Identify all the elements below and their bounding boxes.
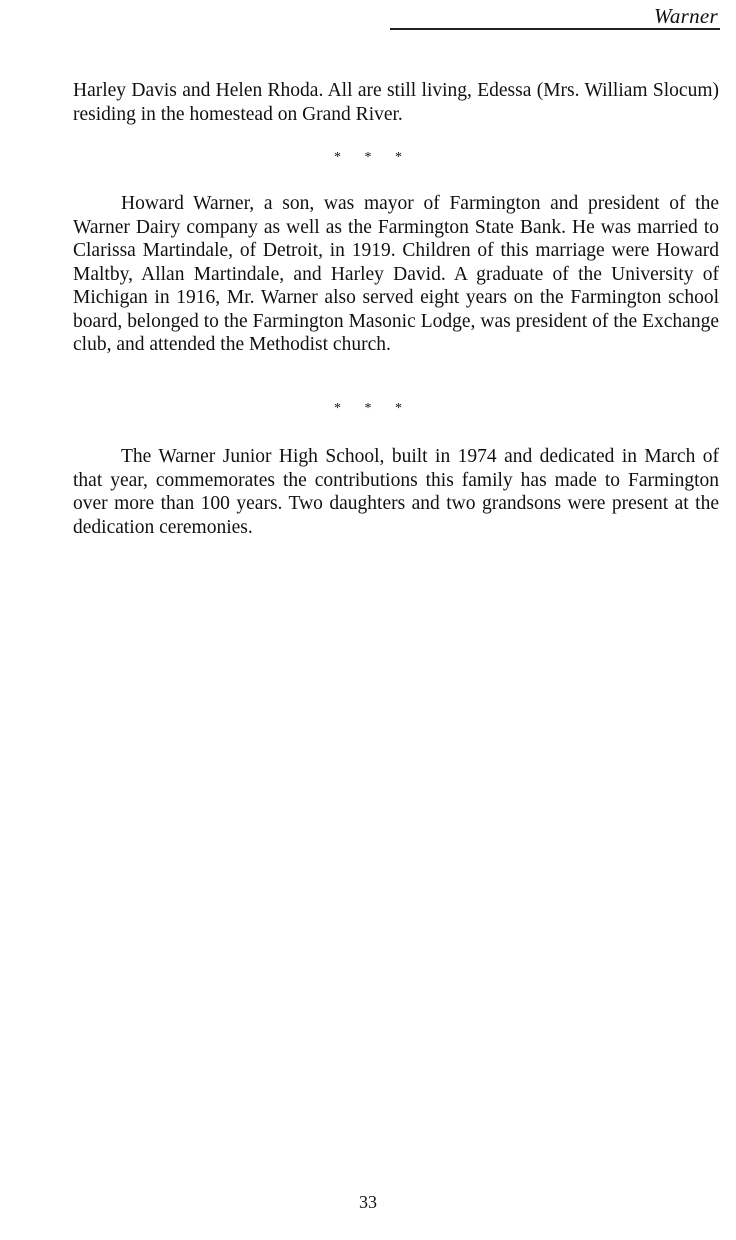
running-head [390, 0, 720, 30]
paragraph-continuation: Harley Davis and Helen Rhoda. All are still living, Edessa (Mrs. William Slocum) residing in the homestead on Grand River. [73, 80, 719, 125]
running-head-title: Warner [653, 4, 718, 28]
page-number: 33 [359, 1192, 377, 1212]
section-divider-asterisks: * * * [334, 150, 412, 165]
paragraph-warner-junior-high: The Warner Junior High School, built in 1974 and dedicated in March of that year, commemorates the contributions this family has made to Farmington over more than 100 years. Two daughters and two grandsons were present at the dedication ceremonies. [73, 446, 719, 538]
paragraph-howard-warner: Howard Warner, a son, was mayor of Farmington and president of the Warner Dairy company as well as the Farmington State Bank. He was married to Clarissa Martindale, of Detroit, in 1919. Children of this marriage were Howard Maltby, Allan Martindale, and Harley David. A graduate of the University of Michigan in 1916, Mr. Warner also served eight years on the Farmington school board, belonged to the Farmington Masonic Lodge, was president of the Exchange club, and attended the Methodist church. [73, 193, 719, 355]
section-divider-asterisks: * * * [334, 401, 412, 416]
